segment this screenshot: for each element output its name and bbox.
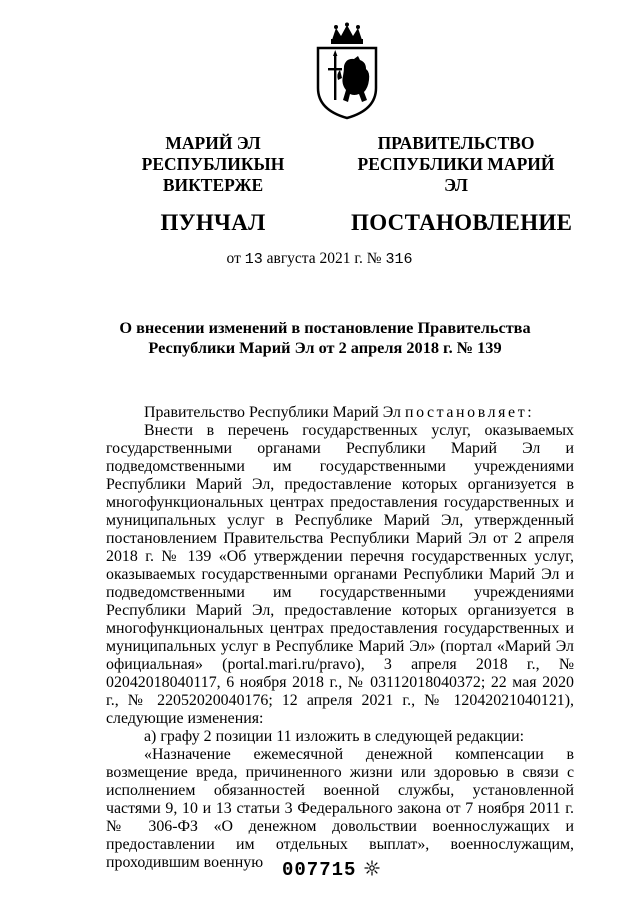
date-day: 13 xyxy=(244,251,263,268)
header-left-title: ПУНЧАЛ xyxy=(160,210,266,235)
document-number: 316 xyxy=(385,251,413,268)
paragraph-decree xyxy=(106,404,574,422)
document-body xyxy=(106,404,574,872)
header-right-line2: РЕСПУБЛИКИ МАРИЙ ЭЛ xyxy=(357,154,555,195)
paragraph-main: Внести в перечень государственных услуг, оказываемых государственными органами Республики Марий Эл и подведомственными им государственными учреждениями Республики Марий Эл, предоставление которых организуется в многофункциональных центрах предоставления государственных и муниципальных услуг в Республике Марий Эл, утвержденный постановлением Правительства Республики Марий Эл от 2 апреля 2018 г. № 139 «Об утверждении перечня государственных услуг, оказываемых государственными органами Республики Марий Эл и подведомственными им государственными учреждениями Республики Марий Эл, предоставление которых организуется в многофункциональных центрах предоставления государственных и муниципальных услуг в Республике Марий Эл» (портал «Марий Эл официальная» (portal.mari.ru/pravo), 3 апреля 2018 г., № 02042018040117, 6 ноября 2018 г., № 03112018040372; 22 мая 2020 г., № 22052020040176; 12 апреля 2021 г., № 12042021040121), следующие изменения: xyxy=(106,422,574,727)
header-right-line1: ПРАВИТЕЛЬСТВО xyxy=(377,133,535,153)
decree-subject: Правительство Республики Марий Эл xyxy=(144,404,401,421)
paragraph-item-a: а) графу 2 позиции 11 изложить в следующей редакции: xyxy=(144,728,525,745)
date-month-year: августа 2021 г. xyxy=(266,250,363,267)
ornament-star-icon xyxy=(364,860,380,876)
document-subject xyxy=(100,318,550,357)
coat-of-arms-emblem xyxy=(314,22,380,120)
date-prefix: от xyxy=(226,250,241,267)
header-left xyxy=(96,133,330,236)
header-right xyxy=(351,133,573,236)
paragraph-new-wording: «Назначение ежемесячной денежной компенсации в возмещение вреда, причиненного жизни или здоровью в связи с исполнением обязанностей военной службы, установленной частями 9, 10 и 13 статьи 3 Федерального закона от 7 ноября 2011 г. № 306-ФЗ «О денежном довольствии военнослужащих и предоставлении им отдельных выплат», военнослужащим, проходившим военную xyxy=(106,746,574,871)
number-sign: № xyxy=(366,250,382,267)
decree-verb: постановляет: xyxy=(404,404,535,421)
header-left-line1: МАРИЙ ЭЛ РЕСПУБЛИКЫН xyxy=(141,133,285,174)
form-serial-number: 007715 xyxy=(282,859,357,881)
header-right-title: ПОСТАНОВЛЕНИЕ xyxy=(351,210,573,235)
header-left-line2: ВИКТЕРЖЕ xyxy=(162,175,264,195)
subject-line1: О внесении изменений в постановление Правительства xyxy=(119,318,531,337)
document-date-line xyxy=(0,250,639,268)
subject-line2: Республики Марий Эл от 2 апреля 2018 г. № 139 xyxy=(148,337,502,357)
